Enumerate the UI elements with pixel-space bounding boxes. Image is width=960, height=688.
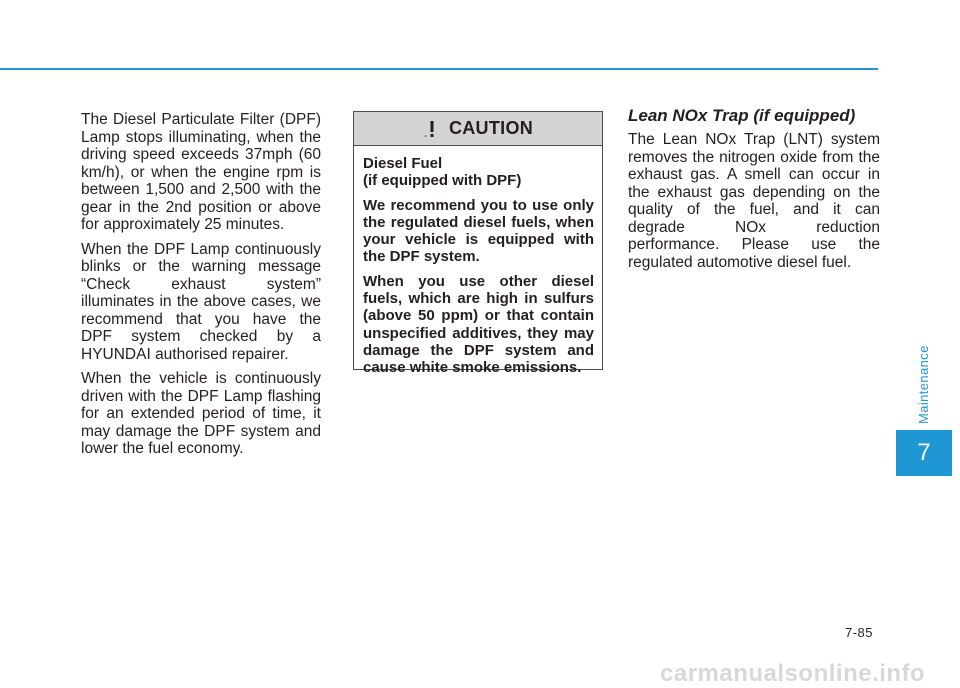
top-rule	[0, 68, 878, 70]
left-column	[81, 111, 321, 465]
caution-body	[354, 146, 602, 377]
caution-paragraph-regulated-fuel: We recommend you to use only the regulated diesel fuels, when your vehicle is equipped with the DPF system.	[363, 196, 594, 266]
chapter-name: Maintenance	[916, 345, 931, 424]
caution-subtitle-line2: (if equipped with DPF)	[363, 172, 522, 190]
dpf-flashing-paragraph: When the vehicle is continuously driven with the DPF Lamp flashing for an extended period of time, it may damage the DPF system and lower the fuel economy.	[81, 370, 321, 457]
caution-subtitle	[363, 155, 594, 190]
caution-header	[354, 112, 602, 146]
dpf-lamp-paragraph: The Diesel Particulate Filter (DPF) Lamp stops illuminating, when the driving speed exceeds 37mph (60 km/h), or when the engine rpm is between 1,500 and 2,500 with the gear in the 2nd position or above for approximately 25 minutes.	[81, 111, 321, 233]
caution-box	[353, 111, 603, 377]
caution-subtitle-line1: Diesel Fuel	[363, 155, 443, 172]
lnt-heading: Lean NOx Trap (if equipped)	[628, 106, 856, 125]
dpf-blink-paragraph: When the DPF Lamp continuously blinks or the warning message “Check exhaust system” illuminates in the above cases, we recommend that you have the DPF system checked by a HYUNDAI authorised repairer.	[81, 240, 321, 363]
chapter-number: 7	[917, 439, 931, 466]
right-column	[628, 131, 880, 278]
caution-paragraph-other-fuel: When you use other diesel fuels, which are high in sulfurs (above 50 ppm) or that contain unspecified additives, they may damage the DPF system and cause white smoke emissions.	[363, 272, 594, 377]
watermark: carmanualsonline.info	[660, 660, 926, 687]
warning-exclamation-icon	[423, 120, 441, 138]
caution-title: CAUTION	[448, 118, 534, 138]
lnt-paragraph: The Lean NOx Trap (LNT) system removes the nitrogen oxide from the exhaust gas. A smell can occur in the exhaust gas depending on the quality of the fuel, and it can degrade NOx reduction performance. Please use the regulated automotive diesel fuel.	[628, 131, 880, 271]
chapter-tab[interactable]	[896, 430, 952, 476]
page-number: 7-85	[845, 625, 874, 640]
